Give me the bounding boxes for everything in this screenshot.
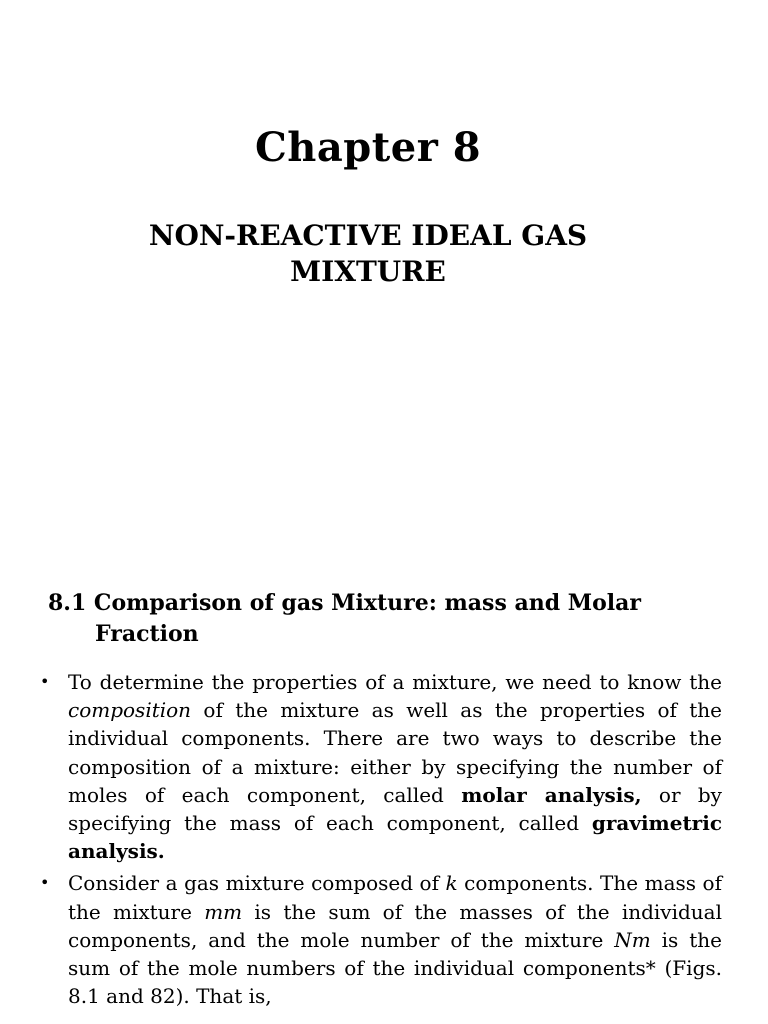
bullet-text: is the sum of the masses of the individual components, and the mole number of the mixture <box>68 899 722 952</box>
chapter-title: Chapter 8 <box>254 124 482 171</box>
chapter-subtitle: NON-REACTIVE IDEAL GAS MIXTURE <box>148 219 588 288</box>
section-heading <box>48 588 728 650</box>
bullet-text: components. The mass of the mixture <box>68 871 722 924</box>
bullet-marker: • <box>40 873 50 893</box>
bullet-item-mixture-mass <box>38 869 722 1010</box>
emphasis-text: composition <box>68 698 192 723</box>
bullet-text: Consider a gas mixture composed of <box>68 871 446 896</box>
bullet-item-composition <box>38 668 722 865</box>
bullet-marker: • <box>40 672 50 691</box>
bullet-text: is the sum of the mole numbers of the individual components* (Figs. 8.1 and 82). That is, <box>68 927 722 1009</box>
bullet-text: of the mixture as well as the properties of the individual components. There are two ways to describe the composition of a mixture: either by specifying the number of moles of each component, called <box>68 698 722 807</box>
bold-term: gravimetric analysis. <box>68 811 722 864</box>
bullet-text: or by specifying the mass of each component, called <box>68 782 722 836</box>
emphasis-text: Nm <box>614 927 651 952</box>
emphasis-text: k <box>445 871 458 896</box>
section-heading-line-2: Fraction <box>95 621 199 647</box>
bullet-text: To determine the properties of a mixture, we need to know the <box>68 670 722 694</box>
section-heading-line-1: 8.1 Comparison of gas Mixture: mass and Molar <box>48 590 642 616</box>
emphasis-text: mm <box>204 899 243 924</box>
bullet-list <box>38 668 722 1014</box>
bold-term: molar analysis, <box>461 782 642 807</box>
